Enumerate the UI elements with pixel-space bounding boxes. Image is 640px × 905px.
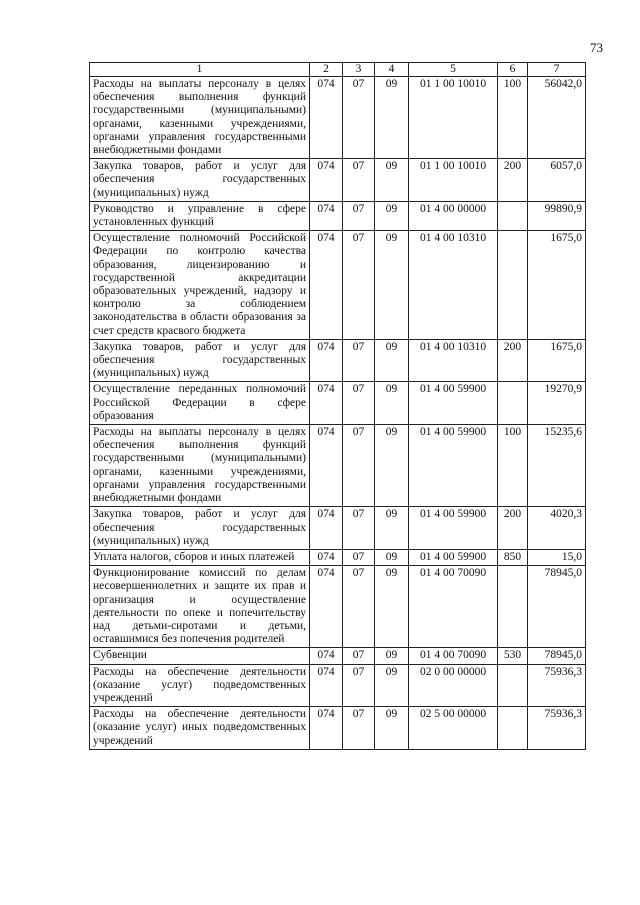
cell-target-article: 02 5 00 00000 xyxy=(409,707,498,750)
cell-section: 07 xyxy=(343,425,375,507)
cell-subsection: 09 xyxy=(375,231,409,340)
cell-amount: 78945,0 xyxy=(528,566,586,648)
cell-subsection: 09 xyxy=(375,425,409,507)
row-name: Закупка товаров, работ и услуг для обеспечения государственных (муниципальных) нужд xyxy=(90,339,310,382)
row-name: Осуществление полномочий Российской Федерации по контролю качества образования, лицензированию и государственной аккредитации образовательных учреждений, надзору и контролю за соблюдением законодательства в области образования за счет средств красвого бюджета xyxy=(90,231,310,340)
cell-subsection: 09 xyxy=(375,339,409,382)
table-row xyxy=(90,549,586,565)
table-row xyxy=(90,425,586,507)
cell-ministry: 074 xyxy=(310,664,343,707)
budget-table xyxy=(89,62,586,750)
cell-section: 07 xyxy=(343,201,375,230)
row-name: Расходы на выплаты персоналу в целях обеспечения выполнения функций государственными (муниципальными) органами, казенными учреждениями, органами управления государственными внебюджетными фондами xyxy=(90,77,310,159)
cell-expense-type xyxy=(498,566,528,648)
cell-ministry: 074 xyxy=(310,77,343,159)
cell-subsection: 09 xyxy=(375,201,409,230)
cell-subsection: 09 xyxy=(375,648,409,664)
cell-target-article: 01 4 00 70090 xyxy=(409,648,498,664)
cell-amount: 4020,3 xyxy=(528,507,586,550)
cell-amount: 1675,0 xyxy=(528,339,586,382)
cell-expense-type: 100 xyxy=(498,425,528,507)
cell-expense-type: 100 xyxy=(498,77,528,159)
row-name: Руководство и управление в сфере установленных функций xyxy=(90,201,310,230)
table-row xyxy=(90,339,586,382)
table-row xyxy=(90,159,586,202)
row-name: Уплата налогов, сборов и иных платежей xyxy=(90,549,310,565)
cell-subsection: 09 xyxy=(375,707,409,750)
cell-expense-type xyxy=(498,382,528,425)
cell-ministry: 074 xyxy=(310,549,343,565)
cell-target-article: 01 4 00 00000 xyxy=(409,201,498,230)
cell-amount: 56042,0 xyxy=(528,77,586,159)
cell-subsection: 09 xyxy=(375,566,409,648)
cell-expense-type xyxy=(498,231,528,340)
cell-expense-type xyxy=(498,201,528,230)
cell-section: 07 xyxy=(343,339,375,382)
row-name: Расходы на обеспечение деятельности (оказание услуг) подведомственных учреждений xyxy=(90,664,310,707)
cell-expense-type: 200 xyxy=(498,339,528,382)
cell-target-article: 01 4 00 10310 xyxy=(409,339,498,382)
column-header: 7 xyxy=(528,63,586,77)
cell-target-article: 01 1 00 10010 xyxy=(409,159,498,202)
cell-section: 07 xyxy=(343,382,375,425)
cell-amount: 1675,0 xyxy=(528,231,586,340)
column-header: 4 xyxy=(375,63,409,77)
cell-expense-type: 530 xyxy=(498,648,528,664)
cell-amount: 78945,0 xyxy=(528,648,586,664)
cell-amount: 6057,0 xyxy=(528,159,586,202)
cell-amount: 99890,9 xyxy=(528,201,586,230)
table-row xyxy=(90,664,586,707)
cell-ministry: 074 xyxy=(310,231,343,340)
column-header: 6 xyxy=(498,63,528,77)
cell-ministry: 074 xyxy=(310,507,343,550)
table-row xyxy=(90,507,586,550)
cell-section: 07 xyxy=(343,549,375,565)
cell-ministry: 074 xyxy=(310,382,343,425)
row-name: Функционирование комиссий по делам несовершеннолетних и защите их прав и организация и осуществление деятельности по опеке и попечительству над детьми-сиротами и детьми, оставшимися без попечения родителей xyxy=(90,566,310,648)
cell-ministry: 074 xyxy=(310,648,343,664)
row-name: Субвенции xyxy=(90,648,310,664)
cell-amount: 19270,9 xyxy=(528,382,586,425)
row-name: Закупка товаров, работ и услуг для обеспечения государственных (муниципальных) нужд xyxy=(90,507,310,550)
cell-section: 07 xyxy=(343,664,375,707)
cell-ministry: 074 xyxy=(310,339,343,382)
cell-section: 07 xyxy=(343,231,375,340)
cell-amount: 75936,3 xyxy=(528,707,586,750)
cell-ministry: 074 xyxy=(310,707,343,750)
cell-target-article: 01 1 00 10010 xyxy=(409,77,498,159)
cell-section: 07 xyxy=(343,648,375,664)
cell-ministry: 074 xyxy=(310,425,343,507)
row-name: Закупка товаров, работ и услуг для обеспечения государственных (муниципальных) нужд xyxy=(90,159,310,202)
cell-target-article: 01 4 00 59900 xyxy=(409,549,498,565)
cell-section: 07 xyxy=(343,507,375,550)
cell-subsection: 09 xyxy=(375,507,409,550)
table-row xyxy=(90,566,586,648)
cell-section: 07 xyxy=(343,77,375,159)
cell-ministry: 074 xyxy=(310,159,343,202)
table-row xyxy=(90,648,586,664)
cell-subsection: 09 xyxy=(375,159,409,202)
cell-expense-type xyxy=(498,707,528,750)
cell-amount: 15,0 xyxy=(528,549,586,565)
row-name: Расходы на обеспечение деятельности (оказание услуг) иных подведомственных учреждений xyxy=(90,707,310,750)
table-row xyxy=(90,77,586,159)
table-row xyxy=(90,382,586,425)
cell-ministry: 074 xyxy=(310,566,343,648)
cell-expense-type: 850 xyxy=(498,549,528,565)
table-row xyxy=(90,201,586,230)
cell-subsection: 09 xyxy=(375,664,409,707)
cell-target-article: 01 4 00 10310 xyxy=(409,231,498,340)
cell-section: 07 xyxy=(343,566,375,648)
cell-subsection: 09 xyxy=(375,549,409,565)
table-row xyxy=(90,231,586,340)
cell-target-article: 01 4 00 59900 xyxy=(409,507,498,550)
cell-subsection: 09 xyxy=(375,382,409,425)
cell-target-article: 01 4 00 70090 xyxy=(409,566,498,648)
cell-target-article: 01 4 00 59900 xyxy=(409,382,498,425)
column-header: 2 xyxy=(310,63,343,77)
cell-subsection: 09 xyxy=(375,77,409,159)
cell-ministry: 074 xyxy=(310,201,343,230)
column-header: 1 xyxy=(90,63,310,77)
column-header: 5 xyxy=(409,63,498,77)
cell-expense-type: 200 xyxy=(498,507,528,550)
cell-expense-type: 200 xyxy=(498,159,528,202)
cell-expense-type xyxy=(498,664,528,707)
header-row xyxy=(90,63,586,77)
cell-amount: 15235,6 xyxy=(528,425,586,507)
cell-target-article: 02 0 00 00000 xyxy=(409,664,498,707)
row-name: Осуществление переданных полномочий Российской Федерации в сфере образования xyxy=(90,382,310,425)
table-row xyxy=(90,707,586,750)
column-header: 3 xyxy=(343,63,375,77)
row-name: Расходы на выплаты персоналу в целях обеспечения выполнения функций государственными (муниципальными) органами, казенными учреждениями, органами управления государственными внебюджетными фондами xyxy=(90,425,310,507)
cell-section: 07 xyxy=(343,707,375,750)
cell-target-article: 01 4 00 59900 xyxy=(409,425,498,507)
cell-amount: 75936,3 xyxy=(528,664,586,707)
page-number: 73 xyxy=(590,40,603,55)
cell-section: 07 xyxy=(343,159,375,202)
